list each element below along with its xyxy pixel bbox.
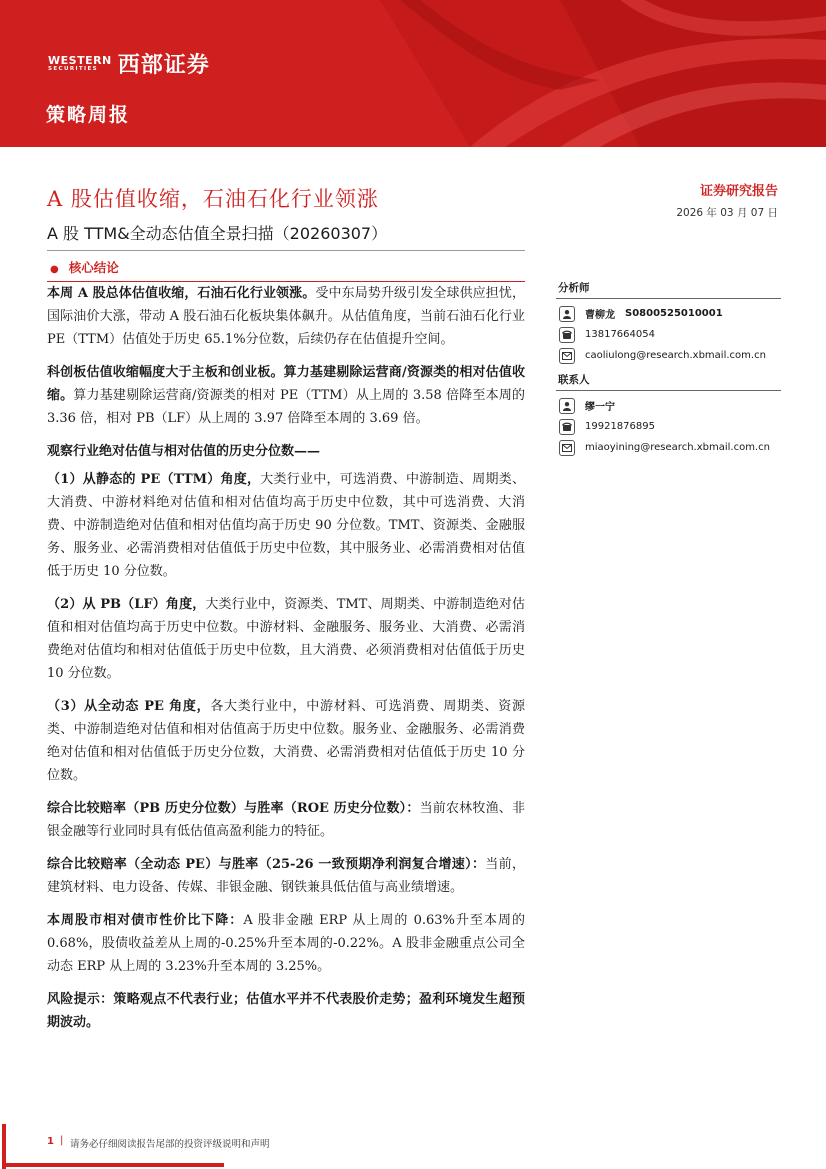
- paragraph-erp: [47, 909, 525, 978]
- paragraph-dynamic-pe: [47, 695, 525, 787]
- paragraph-lead: （2）从 PB（LF）角度，: [47, 597, 206, 612]
- report-date: 2026 年 03 月 07 日: [676, 207, 778, 219]
- paragraph-text: 当前农林牧渔、非银金融等行业同时具有低估值高盈利能力的特征。: [47, 801, 525, 839]
- paragraph-pb-roe: [47, 797, 525, 843]
- section-heading: [50, 258, 119, 276]
- analyst-email-row: [559, 345, 781, 366]
- person-icon: [559, 306, 575, 322]
- paragraph-lead: （1）从静态的 PE（TTM）角度，: [47, 472, 261, 487]
- contact-email-row: [559, 437, 781, 458]
- contact-phone-row: [559, 416, 781, 437]
- analyst-label: 分析师: [558, 282, 590, 294]
- paragraph-lead: （3）从全动态 PE 角度，: [47, 699, 211, 714]
- analyst-certificate: S0800525010001: [625, 308, 723, 319]
- footer-separator: |: [60, 1135, 64, 1146]
- mail-icon: [559, 348, 575, 364]
- paragraph-summary: [47, 282, 525, 351]
- contact-label: 联系人: [558, 374, 590, 386]
- bullet-icon: ●: [50, 264, 59, 275]
- paragraph-lead: 观察行业绝对估值与相对估值的历史分位数——: [47, 444, 321, 459]
- title-divider: [47, 250, 525, 251]
- sidebar-divider: [556, 298, 781, 299]
- corner-decoration-horizontal: [2, 1163, 224, 1167]
- paragraph-pe-ttm: [47, 468, 525, 583]
- analyst-email[interactable]: caoliulong@research.xbmail.com.cn: [585, 350, 766, 361]
- paragraph-text: 大类行业中，资源类、TMT、周期类、中游制造绝对估值和相对估值均高于历史中位数。中游材料、金融服务、服务业、大消费、必需消费绝对估值均和相对估值低于历史中位数，且大消费、必须消费相对估值低于历史 10 分位数。: [47, 597, 525, 681]
- page-number: 1: [47, 1136, 54, 1147]
- paragraph-lead: 综合比较赔率（PB 历史分位数）与胜率（ROE 历史分位数）：: [47, 801, 420, 816]
- paragraph-text: 大类行业中，可选消费、中游制造、周期类、大消费、中游材料绝对估值和相对估值均高于历史中位数，其中可选消费、大消费、中游制造绝对估值和相对估值均高于历史 90 分位数。TMT、资源类、金融服务、服务业、必需消费相对估值低于历史中位数，其中服务业、必需消费相对估值低于历史 10 分位数。: [47, 472, 525, 579]
- paragraph-lead: 综合比较赔率（全动态 PE）与胜率（25-26 一致预期净利润复合增速）：: [47, 857, 486, 872]
- paragraph-text: 受中东局势升级引发全球供应担忧，国际油价大涨，带动 A 股石油石化板块集体飙升。从估值角度，当前石油石化行业 PE（TTM）估值处于历史 65.1%分位数，后续仍存在估值提升空间。: [47, 286, 525, 347]
- logo-english-name: WESTERN: [48, 53, 112, 67]
- paragraph-text: 各大类行业中，中游材料、可选消费、周期类、资源类、中游制造绝对估值和相对估值高于历史中位数。服务业、金融服务、必需消费绝对估值和相对估值低于历史分位数，大消费、必需消费相对估值低于历史 10 分位数。: [47, 699, 525, 783]
- sidebar-divider: [556, 390, 781, 391]
- report-type-label: 策略周报: [46, 104, 131, 126]
- person-icon: [559, 398, 575, 414]
- analyst-name-row: [559, 303, 781, 324]
- paragraph-lead: 风险提示：策略观点不代表行业；估值水平并不代表股价走势；盈利环境发生超预期波动。: [47, 992, 525, 1030]
- paragraph-text: 算力基建剔除运营商/资源类的相对 PE（TTM）从上周的 3.58 倍降至本周的 3.36 倍，相对 PB（LF）从上周的 3.97 倍降至本周的 3.69 倍。: [47, 388, 525, 426]
- paragraph-lead: 本周股市相对债市性价比下降：: [47, 913, 244, 928]
- analyst-phone: 13817664054: [585, 329, 655, 340]
- footer-disclaimer: 请务必仔细阅读报告尾部的投资评级说明和声明: [70, 1139, 270, 1150]
- report-body: [47, 282, 525, 1044]
- company-logo: [48, 48, 210, 79]
- contact-phone: 19921876895: [585, 421, 655, 432]
- contact-email[interactable]: miaoyining@research.xbmail.com.cn: [585, 442, 770, 453]
- report-category: 证券研究报告: [699, 184, 778, 199]
- phone-icon: [559, 327, 575, 343]
- paragraph-pe-growth: [47, 853, 525, 899]
- logo-english: [48, 55, 112, 73]
- paragraph-text: 当前，建筑材料、电力设备、传媒、非银金融、钢铁兼具低估值与高业绩增速。: [47, 857, 525, 895]
- paragraph-risk: [47, 988, 525, 1034]
- paragraph-text: A 股非金融 ERP 从上周的 0.63%升至本周的 0.68%，股债收益差从上周的-0.25%升至本周的-0.22%。A 股非金融重点公司全动态 ERP 从上周的 3.23%升至本周的 3.25%。: [47, 913, 525, 974]
- phone-icon: [559, 419, 575, 435]
- header-banner: [0, 0, 826, 147]
- report-main-title: A 股估值收缩，石油石化行业领涨: [47, 187, 379, 211]
- paragraph-lead: 科创板估值收缩幅度大于主板和创业板。算力基建剔除运营商/资源类的相对估值收缩。: [47, 365, 525, 403]
- paragraph-star-market: [47, 361, 525, 430]
- paragraph-percentile-heading: [47, 440, 525, 463]
- contact-name-row: [559, 395, 781, 416]
- paragraph-pb-lf: [47, 593, 525, 685]
- mail-icon: [559, 440, 575, 456]
- sidebar-contacts: [556, 280, 781, 458]
- paragraph-lead: 本周 A 股总体估值收缩，石油石化行业领涨。: [47, 286, 316, 301]
- logo-english-sub: SECURITIES: [48, 65, 99, 72]
- report-sub-title: A 股 TTM&全动态估值全景扫描（20260307）: [47, 224, 388, 243]
- contact-name: 缪一宁: [585, 402, 615, 413]
- section-heading-text: 核心结论: [68, 260, 119, 275]
- logo-chinese-name: 西部证券: [117, 53, 210, 78]
- analyst-phone-row: [559, 324, 781, 345]
- analyst-name: 曹柳龙: [585, 310, 615, 321]
